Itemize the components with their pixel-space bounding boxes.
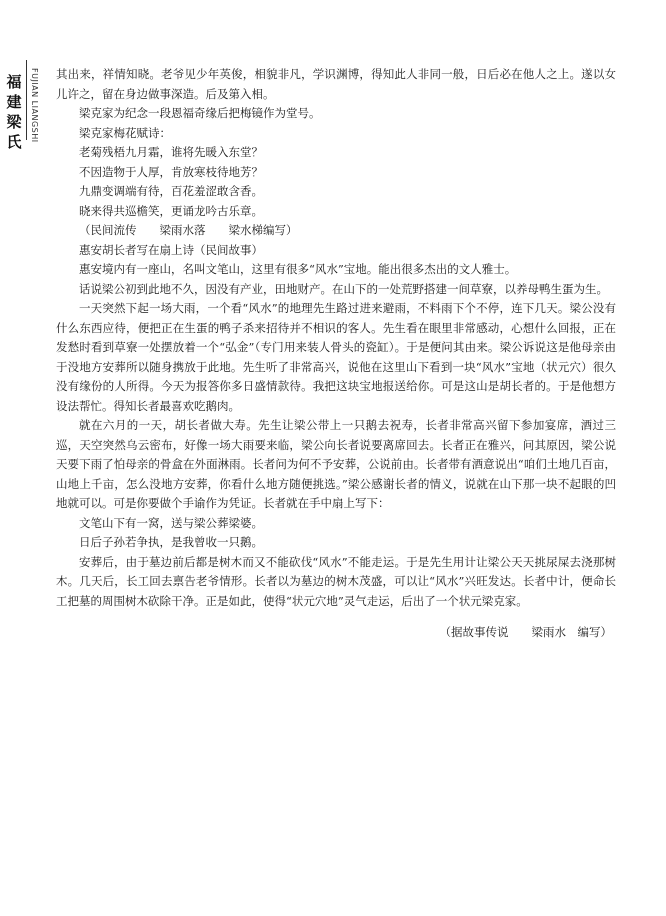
poem-attribution: （民间流传 梁雨水落 梁水梯编写）: [79, 223, 298, 237]
poem-line: 老菊残梧九月霜，谁将先暖入东堂？: [79, 145, 263, 159]
book-title-vertical: [5, 72, 23, 152]
fan-poem-line: 文笔山下有一窝，送与梁公葬梁婆。: [79, 515, 263, 530]
paragraph: 话说梁公初到此地不久，因没有产业，田地财产。在山下的一处荒野搭建一间草寮，以养母鸭生蛋为生。: [79, 281, 608, 296]
poem-line: 九鼎变调端有待，百花羞涩敢含香。: [79, 184, 263, 198]
paragraph: 一天突然下起一场大雨，一个看“风水”的地理先生路过进来避雨，不料雨下个不停，连下几天。梁公没有什么东西应待，便把正在生蛋的鸭子杀来招待并不相识的客人。先生看在眼里非常感动，心想什么回报，正在发愁时看到草寮一处摆放着一个“弘金”（专门用来装人骨头的瓷缸）。于是便问其由来。梁公诉说这是他母亲由于没地方安葬所以随身携放于此地。先生听了非常高兴，说他在这里山下看到一块“风水”宝地（状元穴）很久没有缘份的人所得。今天为报答你多日盛情款待。我把这块宝地报送给你。可是这山是胡长者的。于是他想方设法帮忙。得知长者最喜欢吃鹅肉。: [56, 301, 616, 413]
page-body: [56, 65, 616, 643]
story-heading: 惠安胡长者写在扇上诗（民间故事）: [79, 242, 263, 257]
book-title-char: 建: [6, 93, 22, 111]
poem-line: 不因造物于人厚，肯放寒枝待地芳？: [79, 164, 263, 179]
book-title-char: 梁: [6, 113, 22, 131]
book-title-char: 福: [6, 73, 22, 91]
poem-line: 晓来得共巡檐笑，更诵龙吟古乐章。: [79, 203, 263, 218]
story-credit: （据故事传说 梁雨水 编写）: [439, 625, 612, 639]
paragraph: 惠安境内有一座山，名叫文笔山，这里有很多“风水”宝地。能出很多杰出的文人雅士。: [79, 262, 517, 276]
paragraph: 就在六月的一天，胡长者做大寿。先生让梁公带上一只鹅去祝寿，长者非常高兴留下参加宴席，酒过三巡，天空突然乌云密布，好像一场大雨要来临，梁公向长者说要离席回去。长者正在雅兴，问其原因，梁公说天要下雨了怕母亲的骨盒在外面淋雨。长者问为何不予安葬，公说前由。长者带有酒意说出“咱们土地几百亩，山地上千亩，怎么没地方安葬，你看什么地方随便挑选。”梁公感谢长者的情义，说就在山下那一块不起眼的凹地就可以。可是你要做个手谕作为凭证。长者就在手中扇上写下：: [56, 418, 616, 510]
book-title-pinyin: FUJIAN LIANGSHI: [30, 68, 39, 143]
paragraph: 其出来，祥情知晓。老爷见少年英俊，相貌非凡，学识渊博，得知此人非同一般，日后必在他人之上。遂以女儿许之，留在身边做事深造。后及第入相。: [56, 67, 616, 101]
paragraph: 安葬后，由于墓边前后都是树木而又不能砍伐“风水”不能走运。于是先生用计让梁公天天挑尿屎去浇那树木。几天后，长工回去禀告老爷情形。长者以为墓边的树木茂盛，可以让“风水”兴旺发达。长者中计，便命长工把墓的周围树木砍除干净。正是如此，使得“状元穴地”灵气走运，后出了一个状元梁克家。: [56, 554, 616, 608]
paragraph: 梁克家为纪念一段恩福奇缘后把梅镜作为堂号。: [79, 106, 321, 120]
fan-poem-line: 日后子孙若争执，是我曾收一只鹅。: [79, 535, 263, 549]
paragraph: 梁克家梅花赋诗：: [79, 125, 171, 140]
book-title-char: 氏: [6, 133, 22, 151]
